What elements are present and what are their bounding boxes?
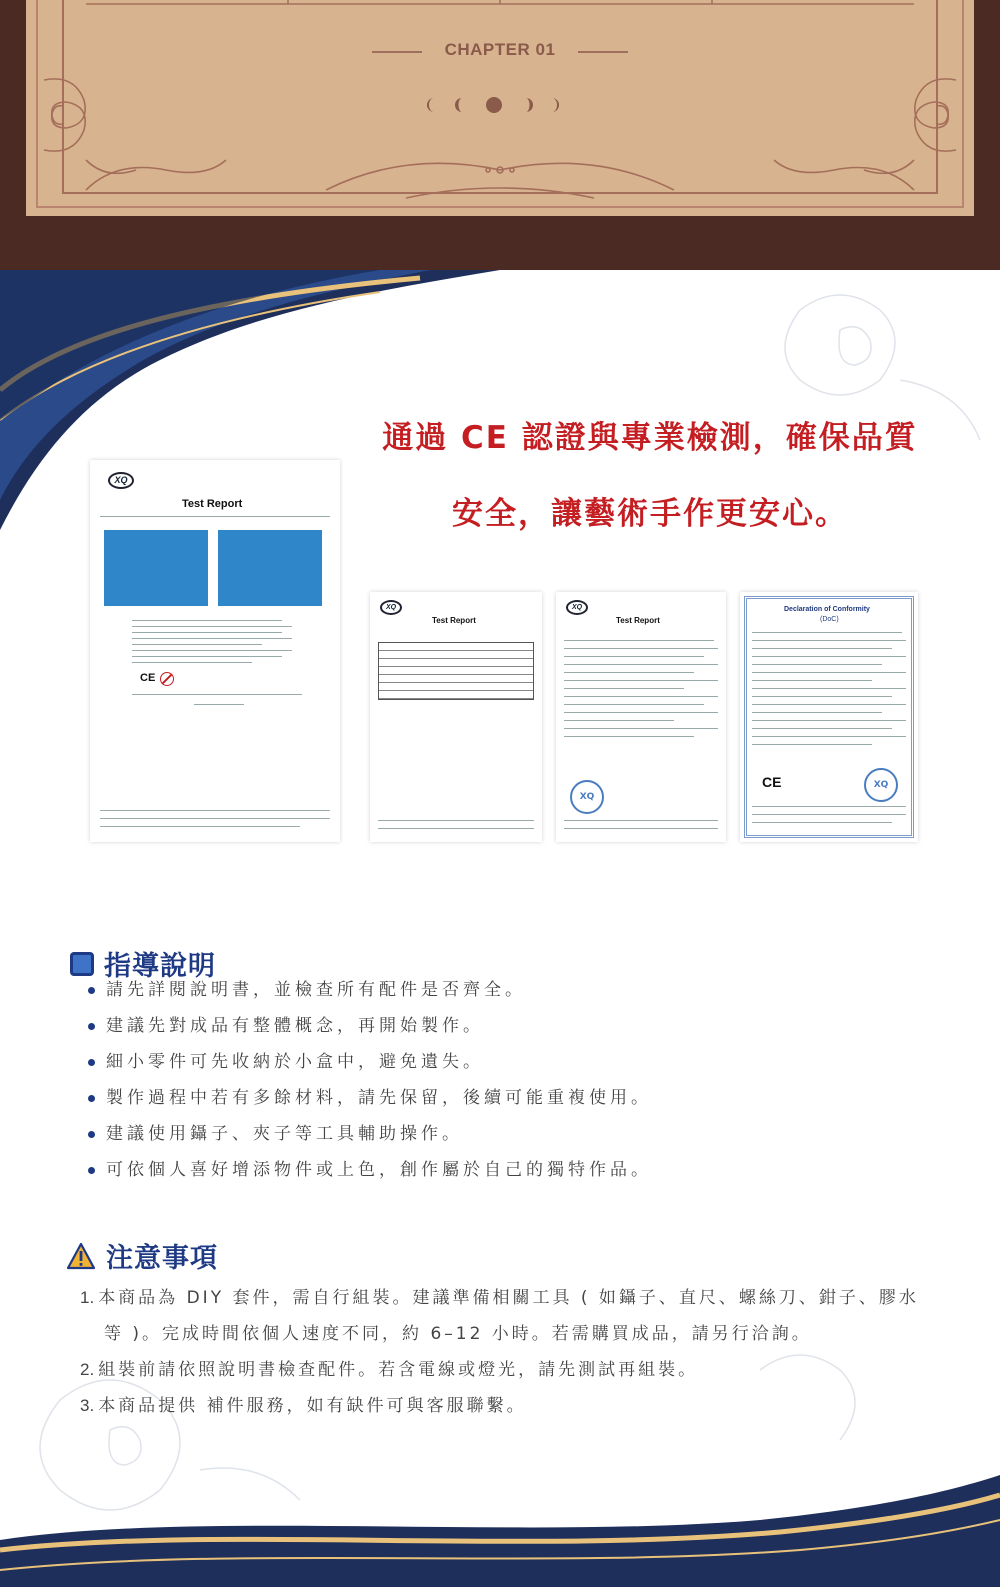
notice-text: 組裝前請依照說明書檢查配件。若含電線或燈光，請先測試再組裝。 — [98, 1360, 699, 1380]
product-photo-2 — [218, 530, 322, 606]
test-report-photo-document — [90, 460, 340, 842]
list-item: 請先詳閱說明書，並檢查所有配件是否齊全。 — [88, 978, 652, 1014]
list-item: 細小零件可先收納於小盒中，避免遺失。 — [88, 1050, 652, 1086]
test-report-table-document — [370, 592, 542, 842]
notice-heading-label: 注意事項 — [106, 1243, 218, 1274]
waning-crescent-icon — [552, 98, 559, 112]
doc-title: Declaration of Conformity — [784, 606, 870, 613]
list-item: 建議先對成品有整體概念，再開始製作。 — [88, 1014, 652, 1050]
chapter-label: CHAPTER 01 — [444, 40, 556, 59]
crescent-icon — [455, 98, 462, 112]
notice-item — [80, 1280, 940, 1352]
no-symbol-icon — [160, 672, 174, 686]
notice-text: 本商品提供 補件服務，如有缺件可與客服聯繫。 — [98, 1396, 527, 1416]
list-item: 建議使用鑷子、夾子等工具輔助操作。 — [88, 1122, 652, 1158]
doc-subtitle: (DoC) — [820, 616, 839, 623]
waning-crescent-icon — [526, 98, 533, 112]
company-logo: XQ — [566, 600, 588, 615]
inspection-stamp: XQ — [570, 780, 604, 814]
ce-mark: CE — [140, 672, 156, 684]
full-moon-icon — [486, 97, 502, 113]
notice-text: 本商品為 DIY 套件，需自行組裝。建議準備相關工具 ( 如鑷子、直尺、螺絲刀、鉗子、膠水 — [98, 1288, 919, 1308]
guide-heading-label: 指導說明 — [104, 951, 216, 982]
test-report-stamp-document — [556, 592, 726, 842]
report-table — [378, 642, 534, 700]
headline-line-1: 通過 CE 認證與專業檢測，確保品質 — [382, 420, 918, 456]
ce-mark: CE — [762, 774, 782, 790]
report-title: Test Report — [616, 616, 660, 625]
company-logo: XQ — [380, 600, 402, 615]
list-item: 可依個人喜好增添物件或上色，創作屬於自己的獨特作品。 — [88, 1158, 652, 1194]
certification-section — [0, 270, 1000, 1587]
waxing-crescent-icon — [427, 98, 434, 112]
warning-icon — [66, 1242, 96, 1270]
declaration-of-conformity-document — [740, 592, 918, 842]
list-item: 製作過程中若有多餘材料，請先保留，後續可能重複使用。 — [88, 1086, 652, 1122]
notice-item — [80, 1352, 940, 1388]
chapter-card — [26, 0, 974, 216]
notice-number: 1. — [80, 1288, 95, 1307]
moon-phases — [26, 0, 974, 216]
report-title: Test Report — [182, 498, 243, 510]
notice-list — [80, 1280, 940, 1424]
notice-number: 3. — [80, 1396, 95, 1415]
notice-number: 2. — [80, 1360, 95, 1379]
square-icon — [70, 952, 94, 976]
product-photo-1 — [104, 530, 208, 606]
company-logo: XQ — [108, 472, 134, 489]
notice-heading — [66, 1236, 218, 1275]
chapter-banner — [0, 0, 1000, 270]
conformity-stamp: XQ — [864, 768, 898, 802]
notice-text-continued: 等 )。完成時間依個人速度不同，約 6–12 小時。若需購買成品，請另行洽詢。 — [104, 1324, 812, 1344]
headline-line-2: 安全，讓藝術手作更安心。 — [452, 496, 848, 532]
report-title: Test Report — [432, 616, 476, 625]
guide-list — [88, 978, 652, 1194]
notice-item — [80, 1388, 940, 1424]
